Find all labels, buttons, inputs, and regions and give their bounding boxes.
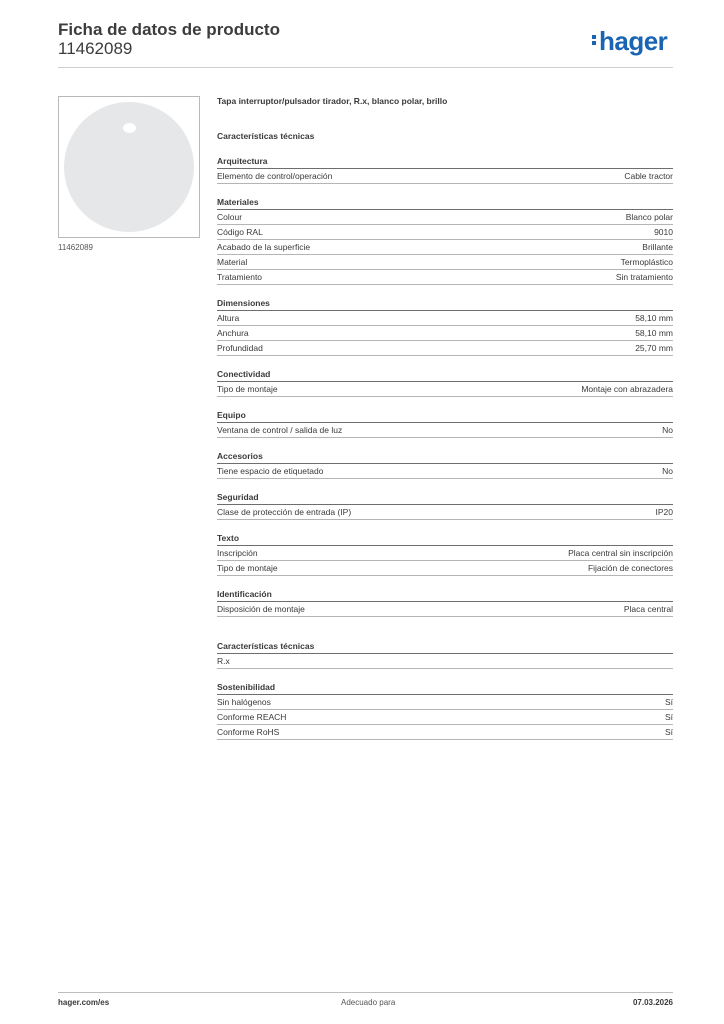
section-title: Equipo bbox=[217, 409, 673, 423]
spec-row bbox=[217, 505, 673, 520]
spec-row bbox=[217, 270, 673, 285]
footer-divider bbox=[58, 992, 673, 993]
spec-label: Profundidad bbox=[217, 343, 263, 353]
section-title: Accesorios bbox=[217, 450, 673, 464]
spec-row bbox=[217, 382, 673, 397]
footer-middle-text: Adecuado para bbox=[341, 998, 396, 1007]
spec-label: Conforme REACH bbox=[217, 712, 287, 722]
spec-label: Clase de protección de entrada (IP) bbox=[217, 507, 352, 517]
section-title: Materiales bbox=[217, 196, 673, 210]
spec-label: Altura bbox=[217, 313, 240, 323]
spec-value: 25,70 mm bbox=[635, 343, 673, 353]
spec-label: Tipo de montaje bbox=[217, 563, 278, 573]
spec-row bbox=[217, 546, 673, 561]
spec-value: No bbox=[662, 466, 673, 476]
spec-value: Sí bbox=[664, 712, 673, 722]
spec-label: Tipo de montaje bbox=[217, 384, 278, 394]
spec-section bbox=[217, 640, 673, 669]
spec-label: Tiene espacio de etiquetado bbox=[217, 466, 324, 476]
section-title: Seguridad bbox=[217, 491, 673, 505]
spec-row bbox=[217, 423, 673, 438]
spec-content bbox=[217, 94, 673, 740]
spec-label: Colour bbox=[217, 212, 243, 222]
spec-value: Placa central bbox=[623, 604, 673, 614]
spec-value: 58,10 mm bbox=[635, 328, 673, 338]
spec-label: Disposición de montaje bbox=[217, 604, 305, 614]
spec-label: Código RAL bbox=[217, 227, 263, 237]
spec-section bbox=[217, 155, 673, 184]
footer-date: 07.03.2026 bbox=[632, 998, 673, 1007]
spec-value: Montaje con abrazadera bbox=[581, 384, 673, 394]
spec-row bbox=[217, 561, 673, 576]
spec-section bbox=[217, 588, 673, 617]
hager-logo bbox=[592, 26, 667, 57]
spec-row bbox=[217, 695, 673, 710]
spec-row bbox=[217, 725, 673, 740]
spec-value: 58,10 mm bbox=[635, 313, 673, 323]
spec-section bbox=[217, 681, 673, 740]
spec-section bbox=[217, 409, 673, 438]
spec-section bbox=[217, 368, 673, 397]
product-image bbox=[58, 96, 200, 238]
spec-row bbox=[217, 169, 673, 184]
spec-row bbox=[217, 710, 673, 725]
spec-row bbox=[217, 255, 673, 270]
spec-value: Blanco polar bbox=[625, 212, 673, 222]
spec-label: Inscripción bbox=[217, 548, 258, 558]
spec-value: Fijación de conectores bbox=[587, 563, 673, 573]
spec-value: No bbox=[662, 425, 673, 435]
spec-label: Anchura bbox=[217, 328, 249, 338]
spec-row bbox=[217, 464, 673, 479]
spec-label: Acabado de la superficie bbox=[217, 242, 311, 252]
spec-value: IP20 bbox=[655, 507, 673, 517]
spec-section bbox=[217, 450, 673, 479]
section-title: Dimensiones bbox=[217, 297, 673, 311]
spec-label: Elemento de control/operación bbox=[217, 171, 333, 181]
spec-label: Conforme RoHS bbox=[217, 727, 280, 737]
spec-value: Placa central sin inscripción bbox=[568, 548, 673, 558]
page-title: Ficha de datos de producto bbox=[58, 20, 280, 39]
spec-section bbox=[217, 297, 673, 356]
spec-value: 9010 bbox=[654, 227, 673, 237]
section-title: Características técnicas bbox=[217, 640, 673, 654]
image-caption: 11462089 bbox=[58, 243, 93, 252]
spec-label: R.x bbox=[217, 656, 230, 666]
spec-section bbox=[217, 491, 673, 520]
spec-label: Tratamiento bbox=[217, 272, 263, 282]
spec-label: Sin halógenos bbox=[217, 697, 271, 707]
section-title: Texto bbox=[217, 532, 673, 546]
spec-value: Termoplástico bbox=[620, 257, 673, 267]
spec-value: Cable tractor bbox=[624, 171, 673, 181]
product-code: 11462089 bbox=[58, 39, 133, 58]
spec-value: Sí bbox=[664, 727, 673, 737]
spec-row bbox=[217, 225, 673, 240]
section-title: Conectividad bbox=[217, 368, 673, 382]
section-title: Identificación bbox=[217, 588, 673, 602]
spec-section bbox=[217, 532, 673, 576]
section-title: Arquitectura bbox=[217, 155, 673, 169]
section-title: Sostenibilidad bbox=[217, 681, 673, 695]
spec-value: Sin tratamiento bbox=[615, 272, 673, 282]
spec-value: Sí bbox=[664, 697, 673, 707]
product-description: Tapa interruptor/pulsador tirador, R.x, blanco polar, brillo bbox=[217, 96, 448, 106]
spec-row bbox=[217, 240, 673, 255]
spec-sections bbox=[217, 155, 673, 740]
spec-row bbox=[217, 654, 673, 669]
spec-label: Material bbox=[217, 257, 248, 267]
spec-row bbox=[217, 602, 673, 617]
spec-section bbox=[217, 196, 673, 285]
spec-row bbox=[217, 311, 673, 326]
logo-text: hager bbox=[599, 26, 668, 56]
spec-row bbox=[217, 326, 673, 341]
header-divider bbox=[58, 67, 673, 68]
spec-value: Brillante bbox=[642, 242, 673, 252]
cover-disc-shape bbox=[64, 102, 194, 232]
main-heading: Características técnicas bbox=[217, 131, 315, 141]
spec-row bbox=[217, 341, 673, 356]
pull-cord-hole bbox=[123, 123, 136, 133]
logo-dots-icon bbox=[592, 33, 597, 47]
footer-website: hager.com/es bbox=[58, 998, 110, 1007]
spec-label: Ventana de control / salida de luz bbox=[217, 425, 343, 435]
spec-row bbox=[217, 210, 673, 225]
